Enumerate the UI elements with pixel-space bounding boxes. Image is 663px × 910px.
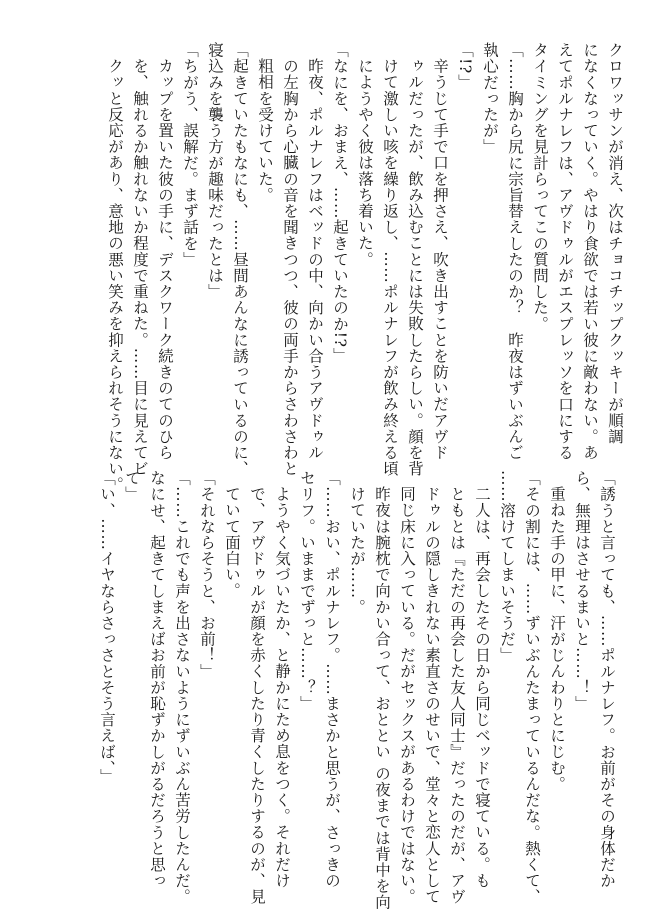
bottom-text-block bbox=[94, 470, 619, 910]
top-text-line: 「……胸から尻に宗旨替えしたのか？ 昨夜はずいぶんご bbox=[506, 42, 524, 461]
bottom-text-line: 「……これでも声を出さないようにずいぶん苦労したんだ。 bbox=[173, 470, 191, 905]
bottom-text-line: 「それならそうと、お前！」 bbox=[198, 470, 216, 680]
bottom-text-line: 「誘うと言っても、……ポルナレフ。お前がその身体だか bbox=[598, 470, 616, 889]
bottom-text-line: 二人は、再会したその日から同じベッドで寝ている。も bbox=[473, 485, 491, 888]
top-text-line: 寝込みを襲う方が趣味だったとは」 bbox=[206, 42, 224, 300]
bottom-text-line: 「その割には、……ずいぶんたまっているんだな。熱くて、 bbox=[523, 470, 541, 905]
bottom-text-line: なにせ、起きてしまえばお前が恥ずかしがるだろうと思っ bbox=[148, 470, 166, 889]
top-text-line: 「起きていたもなにも、……昼間あんなに誘っているのに、 bbox=[231, 42, 249, 477]
top-text-line: 執心だったが」 bbox=[481, 42, 499, 155]
top-text-line: 「!?」 bbox=[456, 42, 474, 90]
top-text-line: 「ちがう、誤解だ。まず話を」 bbox=[181, 42, 199, 268]
top-text-line: になくなっていく。やはり食欲では若い彼に敵わない。あ bbox=[581, 42, 599, 461]
bottom-text-line: ていて面白い。 bbox=[223, 485, 241, 599]
top-text-line: 粗相を受けていた。 bbox=[256, 57, 274, 203]
top-text-line: にようやく彼は落ち着いた。 bbox=[356, 57, 374, 267]
top-text-line: タイミングを見計らってこの質問した。 bbox=[531, 42, 549, 332]
bottom-text-line: て」 bbox=[123, 470, 141, 503]
bottom-text-line: ともとは『ただの再会した友人同士』だったのだが、アヴ bbox=[448, 485, 466, 905]
top-text-line: 辛うじて手で口を押さえ、吹き出すことを防いだアヴド bbox=[431, 57, 449, 460]
bottom-text-line: 重ねた手の甲に、汗がじんわりとにじむ。 bbox=[548, 485, 566, 792]
top-text-line: 「なにを、おまえ、……起きていたのか!?」 bbox=[331, 42, 349, 364]
top-text-line: えてポルナレフは、アヴドゥルがエスプレッソを口にする bbox=[556, 42, 574, 461]
bottom-text-line: で、アヴドゥルが顔を赤くしたり青くしたりするのが、見 bbox=[248, 485, 266, 905]
bottom-text-line: 「……おい、ポルナレフ。……まさかと思うが、さっきの bbox=[323, 470, 341, 889]
bottom-text-line: セリフ。いままでずっと……？」 bbox=[298, 470, 316, 712]
bottom-text-line: ようやく気づいたか、と静かにため息をつく。それだけ bbox=[273, 485, 291, 888]
top-text-line: ゥルだったが、飲み込むことには失敗したらしい。顔を背 bbox=[406, 57, 424, 477]
bottom-text-line: ら、無理はさせるまいと……！」 bbox=[573, 470, 591, 712]
top-text-line: クッと反応があり、意地の悪い笑みを抑えられそうにない。 bbox=[106, 57, 124, 493]
bottom-text-line: ……溶けてしまいそうだ」 bbox=[498, 470, 516, 664]
top-text-line: クロワッサンが消え、次はチョコチップクッキーが順調 bbox=[606, 42, 624, 445]
bottom-text-line: けていたが……。 bbox=[348, 485, 366, 615]
top-text-line: カップを置いた彼の手に、デスクワーク続きのてのひら bbox=[156, 57, 174, 460]
bottom-text-line: 「い、……イヤならさっさとそう言えば、」 bbox=[98, 470, 116, 785]
top-text-line: を、触れるか触れないか程度で重ねた。……目に見えてビ bbox=[131, 57, 149, 477]
top-text-line: の左胸から心臓の音を聞きつつ、彼の両手からさわさわと bbox=[281, 57, 299, 477]
top-text-line: けて激しい咳を繰り返し、……ポルナレフが飲み終える頃 bbox=[381, 57, 399, 477]
bottom-text-line: 同じ床に入っている。だがセックスがあるわけではない。 bbox=[398, 485, 416, 905]
bottom-text-line: ドゥルの隠しきれない素直さのせいで、堂々と恋人として bbox=[423, 485, 441, 905]
top-text-line: 昨夜、ポルナレフはベッドの中、向かい合うアヴドゥル bbox=[306, 57, 324, 460]
bottom-text-line: 昨夜は腕枕で向かい合って、おととい の夜までは背中を向 bbox=[373, 485, 391, 910]
top-text-block bbox=[102, 42, 627, 493]
